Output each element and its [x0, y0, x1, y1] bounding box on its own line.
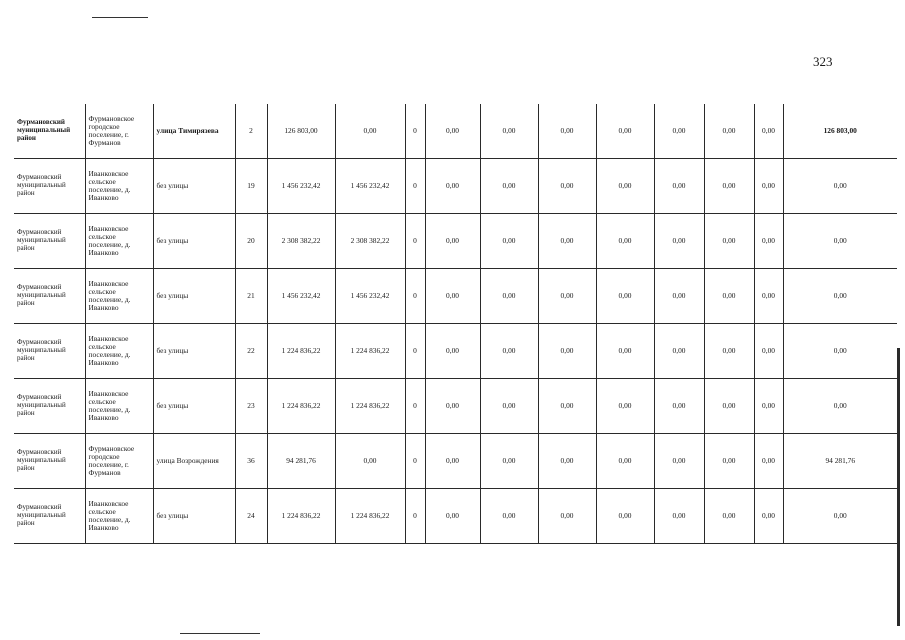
amount-cell: 1 456 232,42: [335, 159, 405, 214]
street-cell: без улицы: [153, 489, 235, 544]
total-amount-cell: 1 224 836,22: [267, 379, 335, 434]
count-cell: 0: [405, 104, 425, 159]
table-row: [14, 434, 897, 489]
amount-cell: 0,00: [596, 104, 654, 159]
amount-cell: 1 224 836,22: [335, 324, 405, 379]
final-amount-cell: 94 281,76: [783, 434, 897, 489]
object-number-cell: 20: [235, 214, 267, 269]
amount-cell: 0,00: [654, 324, 704, 379]
district-cell: Фурмановский муниципальный район: [14, 269, 85, 324]
street-cell: без улицы: [153, 324, 235, 379]
total-amount-cell: 1 456 232,42: [267, 269, 335, 324]
street-cell: улица Возрождения: [153, 434, 235, 489]
district-cell: Фурмановский муниципальный район: [14, 379, 85, 434]
amount-cell: 0,00: [596, 489, 654, 544]
amount-cell: 0,00: [654, 104, 704, 159]
amount-cell: 0,00: [425, 434, 480, 489]
amount-cell: 0,00: [425, 379, 480, 434]
amount-cell: 0,00: [480, 324, 538, 379]
amount-cell: 0,00: [480, 434, 538, 489]
settlement-cell: Иванковское сельское поселение, д. Иванково: [85, 379, 153, 434]
register-table: [14, 104, 897, 544]
district-cell: Фурмановский муниципальный район: [14, 324, 85, 379]
amount-cell: 0,00: [538, 379, 596, 434]
amount-cell: 1 456 232,42: [335, 269, 405, 324]
settlement-cell: Иванковское сельское поселение, д. Иванково: [85, 269, 153, 324]
amount-cell: 0,00: [425, 159, 480, 214]
amount-cell: 0,00: [754, 104, 783, 159]
amount-cell: 0,00: [538, 159, 596, 214]
total-amount-cell: 1 456 232,42: [267, 159, 335, 214]
amount-cell: 0,00: [654, 434, 704, 489]
amount-cell: 1 224 836,22: [335, 489, 405, 544]
amount-cell: 0,00: [480, 269, 538, 324]
amount-cell: 0,00: [704, 269, 754, 324]
amount-cell: 0,00: [538, 269, 596, 324]
object-number-cell: 23: [235, 379, 267, 434]
amount-cell: 0,00: [754, 159, 783, 214]
amount-cell: 0,00: [754, 324, 783, 379]
amount-cell: 0,00: [596, 159, 654, 214]
district-cell: Фурмановский муниципальный район: [14, 214, 85, 269]
street-cell: без улицы: [153, 159, 235, 214]
table-row: [14, 489, 897, 544]
amount-cell: 0,00: [754, 214, 783, 269]
amount-cell: 0,00: [704, 159, 754, 214]
object-number-cell: 19: [235, 159, 267, 214]
street-cell: без улицы: [153, 379, 235, 434]
final-amount-cell: 0,00: [783, 214, 897, 269]
amount-cell: 1 224 836,22: [335, 379, 405, 434]
count-cell: 0: [405, 324, 425, 379]
amount-cell: 0,00: [538, 324, 596, 379]
district-cell: Фурмановский муниципальный район: [14, 434, 85, 489]
amount-cell: 0,00: [425, 324, 480, 379]
amount-cell: 0,00: [704, 434, 754, 489]
object-number-cell: 2: [235, 104, 267, 159]
settlement-cell: Фурмановское городское поселение, г. Фурманов: [85, 104, 153, 159]
scan-mark-bottom: [180, 633, 260, 634]
amount-cell: 0,00: [704, 324, 754, 379]
amount-cell: 0,00: [654, 489, 704, 544]
final-amount-cell: 0,00: [783, 489, 897, 544]
settlement-cell: Фурмановское городское поселение, г. Фурманов: [85, 434, 153, 489]
total-amount-cell: 1 224 836,22: [267, 489, 335, 544]
amount-cell: 0,00: [480, 214, 538, 269]
amount-cell: 0,00: [425, 104, 480, 159]
table-row: [14, 269, 897, 324]
count-cell: 0: [405, 214, 425, 269]
amount-cell: 0,00: [654, 269, 704, 324]
amount-cell: 0,00: [538, 434, 596, 489]
count-cell: 0: [405, 489, 425, 544]
district-cell: Фурмановский муниципальный район: [14, 104, 85, 159]
amount-cell: 0,00: [480, 379, 538, 434]
amount-cell: 0,00: [654, 379, 704, 434]
amount-cell: 0,00: [704, 214, 754, 269]
amount-cell: 0,00: [704, 104, 754, 159]
amount-cell: 0,00: [754, 379, 783, 434]
count-cell: 0: [405, 159, 425, 214]
count-cell: 0: [405, 434, 425, 489]
amount-cell: 0,00: [425, 269, 480, 324]
settlement-cell: Иванковское сельское поселение, д. Иванково: [85, 214, 153, 269]
table-row: [14, 214, 897, 269]
amount-cell: 2 308 382,22: [335, 214, 405, 269]
amount-cell: 0,00: [425, 489, 480, 544]
table-row: [14, 104, 897, 159]
scan-edge-bar: [897, 348, 900, 626]
final-amount-cell: 126 803,00: [783, 104, 897, 159]
amount-cell: 0,00: [335, 104, 405, 159]
count-cell: 0: [405, 379, 425, 434]
street-cell: без улицы: [153, 269, 235, 324]
final-amount-cell: 0,00: [783, 379, 897, 434]
amount-cell: 0,00: [425, 214, 480, 269]
amount-cell: 0,00: [596, 214, 654, 269]
final-amount-cell: 0,00: [783, 269, 897, 324]
amount-cell: 0,00: [480, 489, 538, 544]
count-cell: 0: [405, 269, 425, 324]
amount-cell: 0,00: [335, 434, 405, 489]
object-number-cell: 24: [235, 489, 267, 544]
object-number-cell: 36: [235, 434, 267, 489]
district-cell: Фурмановский муниципальный район: [14, 489, 85, 544]
street-cell: без улицы: [153, 214, 235, 269]
amount-cell: 0,00: [654, 214, 704, 269]
amount-cell: 0,00: [538, 489, 596, 544]
amount-cell: 0,00: [596, 324, 654, 379]
amount-cell: 0,00: [538, 104, 596, 159]
street-cell: улица Тимирязева: [153, 104, 235, 159]
table-row: [14, 324, 897, 379]
scan-mark-top: [92, 17, 148, 18]
table-row: [14, 159, 897, 214]
final-amount-cell: 0,00: [783, 159, 897, 214]
amount-cell: 0,00: [596, 434, 654, 489]
total-amount-cell: 94 281,76: [267, 434, 335, 489]
total-amount-cell: 2 308 382,22: [267, 214, 335, 269]
amount-cell: 0,00: [654, 159, 704, 214]
district-cell: Фурмановский муниципальный район: [14, 159, 85, 214]
amount-cell: 0,00: [538, 214, 596, 269]
total-amount-cell: 126 803,00: [267, 104, 335, 159]
settlement-cell: Иванковское сельское поселение, д. Иванково: [85, 159, 153, 214]
total-amount-cell: 1 224 836,22: [267, 324, 335, 379]
amount-cell: 0,00: [596, 379, 654, 434]
amount-cell: 0,00: [596, 269, 654, 324]
object-number-cell: 21: [235, 269, 267, 324]
amount-cell: 0,00: [480, 104, 538, 159]
settlement-cell: Иванковское сельское поселение, д. Иванково: [85, 489, 153, 544]
settlement-cell: Иванковское сельское поселение, д. Иванково: [85, 324, 153, 379]
final-amount-cell: 0,00: [783, 324, 897, 379]
amount-cell: 0,00: [754, 489, 783, 544]
amount-cell: 0,00: [480, 159, 538, 214]
amount-cell: 0,00: [754, 269, 783, 324]
object-number-cell: 22: [235, 324, 267, 379]
table-row: [14, 379, 897, 434]
amount-cell: 0,00: [704, 379, 754, 434]
page-number: 323: [813, 54, 833, 69]
amount-cell: 0,00: [754, 434, 783, 489]
amount-cell: 0,00: [704, 489, 754, 544]
